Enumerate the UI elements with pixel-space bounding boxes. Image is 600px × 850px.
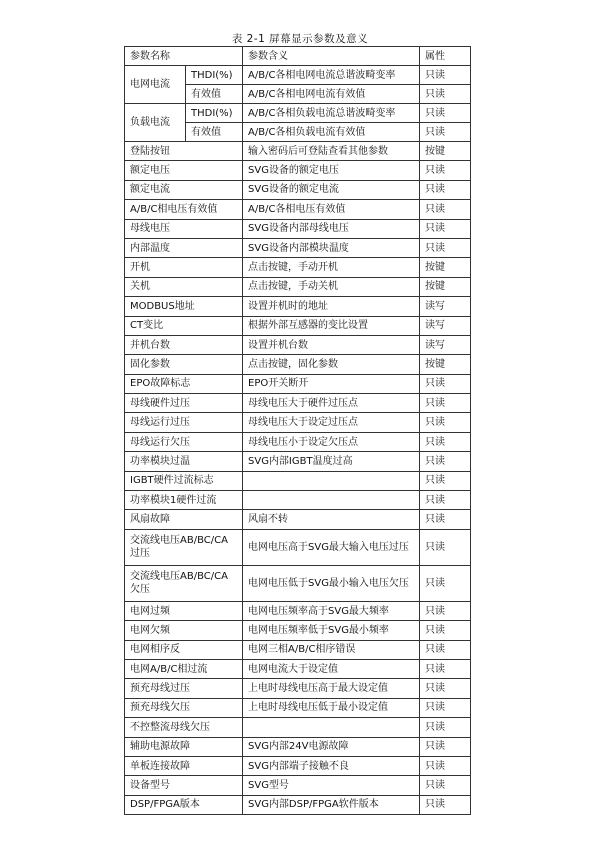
param-meaning: A/B/C各相电压有效值	[243, 200, 420, 219]
table-caption: 表 2-1 屏幕显示参数及意义	[231, 33, 369, 45]
param-name: 电网欠频	[125, 621, 243, 640]
table-row	[125, 104, 471, 123]
table-row	[125, 394, 471, 413]
param-attr: 只读	[420, 413, 471, 432]
param-meaning: A/B/C各相负载电流总谐波畸变率	[243, 104, 420, 123]
param-attr: 只读	[420, 66, 471, 85]
param-name: 电网相序反	[125, 640, 243, 659]
param-meaning: SVG内部DSP/FPGA软件版本	[243, 795, 420, 814]
param-attr: 只读	[420, 510, 471, 529]
param-meaning: 上电时母线电压低于最小设定值	[243, 698, 420, 717]
param-name: 设备型号	[125, 776, 243, 795]
param-name: 功率模块过温	[125, 452, 243, 471]
header-name: 参数名称	[125, 47, 243, 66]
param-name: MODBUS地址	[125, 297, 243, 316]
param-meaning: 母线电压大于硬件过压点	[243, 394, 420, 413]
table-row	[125, 238, 471, 257]
table-row	[125, 355, 471, 374]
param-attr: 只读	[420, 394, 471, 413]
param-name: 交流线电压AB/BC/CA过压	[125, 529, 243, 565]
param-meaning: 母线电压大于设定过压点	[243, 413, 420, 432]
param-name: 风扇故障	[125, 510, 243, 529]
param-attr: 读写	[420, 335, 471, 354]
param-meaning: 上电时母线电压高于最大设定值	[243, 679, 420, 698]
param-attr: 只读	[420, 161, 471, 180]
header-meaning: 参数含义	[243, 47, 420, 66]
param-attr: 只读	[420, 718, 471, 737]
param-name: 电网A/B/C相过流	[125, 659, 243, 678]
param-meaning: SVG内部IGBT温度过高	[243, 452, 420, 471]
param-attr: 只读	[420, 85, 471, 104]
table-row	[125, 452, 471, 471]
param-meaning: SVG设备的额定电流	[243, 180, 420, 199]
param-attr: 按键	[420, 142, 471, 161]
param-name: 开机	[125, 258, 243, 277]
table-row	[125, 565, 471, 601]
param-name: 功率模块1硬件过流	[125, 491, 243, 510]
param-name: 母线运行过压	[125, 413, 243, 432]
param-sub: 有效值	[186, 85, 243, 104]
param-meaning	[243, 471, 420, 490]
param-name: 预充母线欠压	[125, 698, 243, 717]
param-sub: THDI(%)	[186, 104, 243, 123]
param-name: 内部温度	[125, 238, 243, 257]
param-attr: 只读	[420, 123, 471, 142]
param-attr: 按键	[420, 258, 471, 277]
table-row	[125, 297, 471, 316]
param-meaning: 根据外部互感器的变比设置	[243, 316, 420, 335]
table-header-row	[125, 47, 471, 66]
param-attr: 只读	[420, 756, 471, 775]
param-attr: 只读	[420, 374, 471, 393]
param-name: 母线电压	[125, 219, 243, 238]
param-attr: 只读	[420, 737, 471, 756]
param-meaning: SVG型号	[243, 776, 420, 795]
param-name: 单板连接故障	[125, 756, 243, 775]
table-row	[125, 621, 471, 640]
table-row	[125, 659, 471, 678]
param-meaning: 电网三相A/B/C相序错误	[243, 640, 420, 659]
param-attr: 按键	[420, 277, 471, 296]
param-attr: 只读	[420, 471, 471, 490]
table-row	[125, 471, 471, 490]
param-meaning: 电网电压频率高于SVG最大频率	[243, 601, 420, 620]
param-attr: 只读	[420, 491, 471, 510]
param-name: EPO故障标志	[125, 374, 243, 393]
param-name: 固化参数	[125, 355, 243, 374]
param-attr: 只读	[420, 104, 471, 123]
param-meaning	[243, 718, 420, 737]
param-meaning: 点击按键，手动开机	[243, 258, 420, 277]
table-row	[125, 432, 471, 451]
param-meaning: SVG内部24V电源故障	[243, 737, 420, 756]
param-meaning: 母线电压小于设定欠压点	[243, 432, 420, 451]
table-row	[125, 776, 471, 795]
param-meaning: SVG设备内部模块温度	[243, 238, 420, 257]
table-row	[125, 640, 471, 659]
param-name: 交流线电压AB/BC/CA欠压	[125, 565, 243, 601]
param-meaning	[243, 491, 420, 510]
param-name: 并机台数	[125, 335, 243, 354]
param-meaning: 风扇不转	[243, 510, 420, 529]
table-row	[125, 161, 471, 180]
table-row	[125, 277, 471, 296]
table-row	[125, 679, 471, 698]
param-name: 电网过频	[125, 601, 243, 620]
parameter-table	[124, 46, 471, 815]
table-row	[125, 180, 471, 199]
param-name: 辅助电源故障	[125, 737, 243, 756]
table-row	[125, 200, 471, 219]
param-name: 母线运行欠压	[125, 432, 243, 451]
param-sub: THDI(%)	[186, 66, 243, 85]
param-attr: 只读	[420, 432, 471, 451]
table-row	[125, 335, 471, 354]
param-meaning: 电网电流大于设定值	[243, 659, 420, 678]
param-attr: 只读	[420, 795, 471, 814]
param-attr: 只读	[420, 679, 471, 698]
table-row	[125, 698, 471, 717]
param-meaning: SVG设备的额定电压	[243, 161, 420, 180]
param-meaning: 输入密码后可登陆查看其他参数	[243, 142, 420, 161]
table-row	[125, 795, 471, 814]
param-meaning: A/B/C各相电网电流有效值	[243, 85, 420, 104]
param-meaning: A/B/C各相负载电流有效值	[243, 123, 420, 142]
param-attr: 只读	[420, 640, 471, 659]
param-name: A/B/C相电压有效值	[125, 200, 243, 219]
param-name: 不控整流母线欠压	[125, 718, 243, 737]
param-meaning: 电网电压频率低于SVG最小频率	[243, 621, 420, 640]
param-attr: 只读	[420, 238, 471, 257]
param-name: 预充母线过压	[125, 679, 243, 698]
param-name: 额定电流	[125, 180, 243, 199]
param-name: 母线硬件过压	[125, 394, 243, 413]
table-row	[125, 258, 471, 277]
param-attr: 只读	[420, 776, 471, 795]
param-meaning: 设置并机时的地址	[243, 297, 420, 316]
table-row	[125, 510, 471, 529]
param-meaning: 点击按键，固化参数	[243, 355, 420, 374]
param-attr: 只读	[420, 659, 471, 678]
param-meaning: 点击按键，手动关机	[243, 277, 420, 296]
param-meaning: SVG内部端子接触不良	[243, 756, 420, 775]
param-attr: 只读	[420, 621, 471, 640]
table-row	[125, 219, 471, 238]
param-sub: 有效值	[186, 123, 243, 142]
table-row	[125, 374, 471, 393]
param-name: 电网电流	[125, 66, 186, 104]
param-attr: 读写	[420, 316, 471, 335]
param-name: 关机	[125, 277, 243, 296]
param-name: DSP/FPGA版本	[125, 795, 243, 814]
param-attr: 只读	[420, 200, 471, 219]
param-meaning: SVG设备内部母线电压	[243, 219, 420, 238]
param-attr: 按键	[420, 355, 471, 374]
table-row	[125, 718, 471, 737]
param-name: 负载电流	[125, 104, 186, 142]
table-row	[125, 66, 471, 85]
table-row	[125, 756, 471, 775]
param-attr: 只读	[420, 601, 471, 620]
table-row	[125, 142, 471, 161]
param-name: IGBT硬件过流标志	[125, 471, 243, 490]
param-meaning: 电网电压低于SVG最小输入电压欠压	[243, 565, 420, 601]
table-row	[125, 413, 471, 432]
param-meaning: A/B/C各相电网电流总谐波畸变率	[243, 66, 420, 85]
param-name: CT变比	[125, 316, 243, 335]
param-attr: 只读	[420, 698, 471, 717]
param-attr: 只读	[420, 565, 471, 601]
param-meaning: 电网电压高于SVG最大输入电压过压	[243, 529, 420, 565]
table-row	[125, 491, 471, 510]
param-attr: 只读	[420, 219, 471, 238]
param-attr: 读写	[420, 297, 471, 316]
param-meaning: 设置并机台数	[243, 335, 420, 354]
table-row	[125, 529, 471, 565]
param-meaning: EPO开关断开	[243, 374, 420, 393]
table-row	[125, 316, 471, 335]
header-attr: 属性	[420, 47, 471, 66]
table-row	[125, 737, 471, 756]
param-name: 额定电压	[125, 161, 243, 180]
table-row	[125, 601, 471, 620]
parameter-table-body	[125, 47, 471, 815]
param-attr: 只读	[420, 529, 471, 565]
param-name: 登陆按钮	[125, 142, 243, 161]
param-attr: 只读	[420, 452, 471, 471]
param-attr: 只读	[420, 180, 471, 199]
